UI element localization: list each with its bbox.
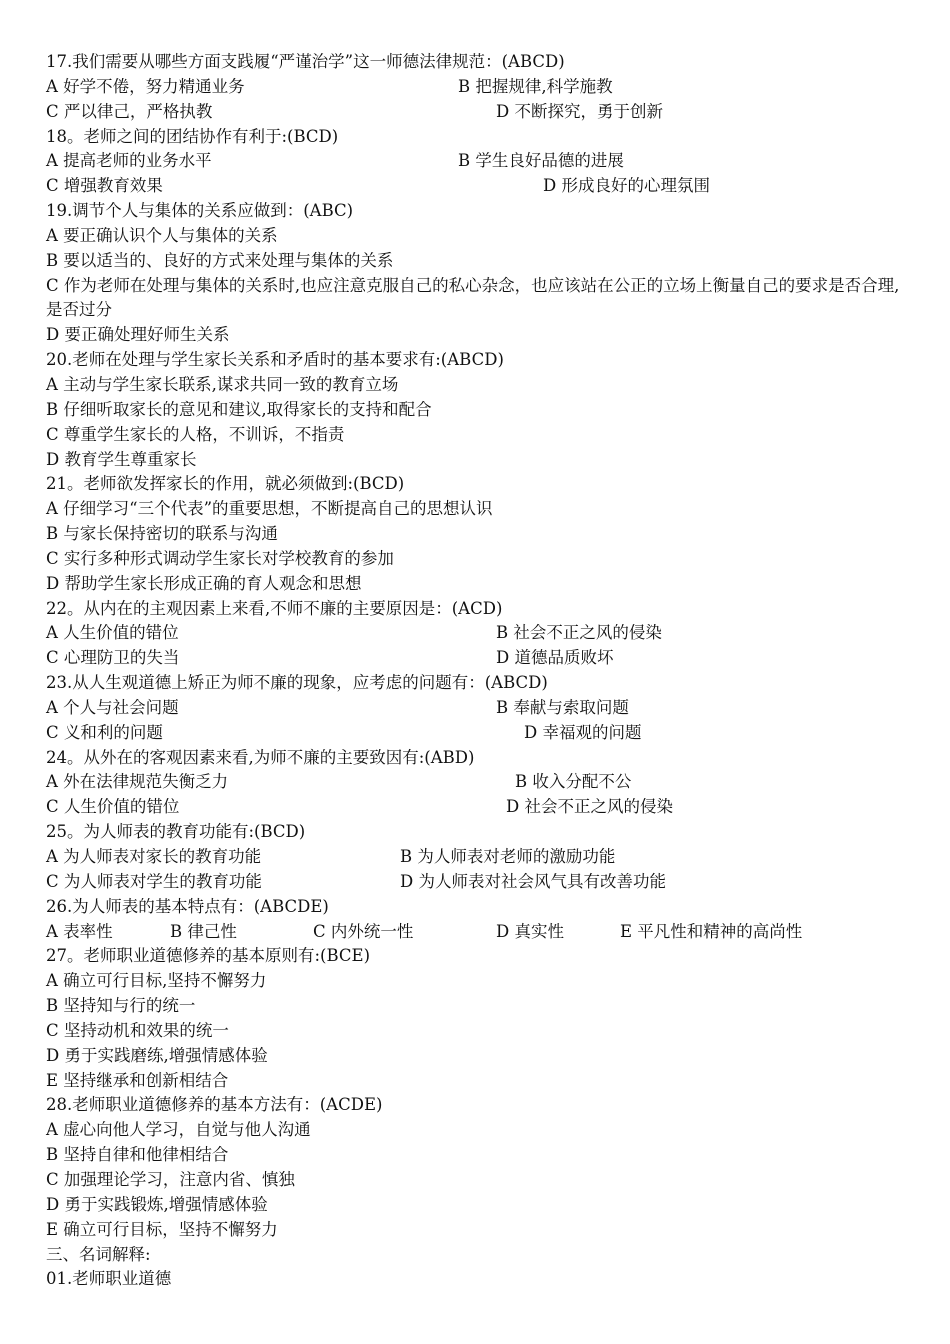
- question-text: 22。从内在的主观因素上来看,不师不廉的主要原因是：(ACD): [46, 598, 503, 618]
- option-row: [46, 845, 916, 870]
- option-b: B 仔细听取家长的意见和建议,取得家长的支持和配合: [46, 399, 432, 419]
- option-b: B 把握规律,科学施教: [458, 76, 613, 96]
- option-b: B 坚持知与行的统一: [46, 996, 196, 1016]
- option-row: [46, 274, 912, 324]
- option-row: [46, 224, 916, 249]
- option-row: [46, 497, 916, 522]
- option-d: D 形成良好的心理氛围: [543, 176, 710, 196]
- question-text: 23.从人生观道德上矫正为师不廉的现象，应考虑的问题有：(ABCD): [46, 673, 548, 693]
- option-d: D 勇于实践磨练,增强情感体验: [46, 1045, 268, 1065]
- option-e: E 平凡性和精神的高尚性: [620, 921, 803, 941]
- option-a: A 要正确认识个人与集体的关系: [46, 225, 278, 245]
- option-row: [46, 770, 916, 795]
- option-a: A 人生价值的错位: [46, 623, 179, 643]
- section-title: 三、名词解释:: [46, 1244, 151, 1264]
- option-d: D 勇于实践锻炼,增强情感体验: [46, 1194, 268, 1214]
- question-text: 25。为人师表的教育功能有:(BCD): [46, 822, 306, 842]
- option-e: E 确立可行目标，坚持不懈努力: [46, 1219, 278, 1239]
- option-c: C 人生价值的错位: [46, 797, 180, 817]
- option-d: D 为人师表对社会风气具有改善功能: [400, 871, 666, 891]
- option-row: [46, 547, 916, 572]
- option-b: B 奉献与索取问题: [496, 697, 629, 717]
- question-18: [46, 125, 916, 150]
- option-row: [46, 149, 916, 174]
- option-c: C 加强理论学习，注意内省、慎独: [46, 1169, 295, 1189]
- question-text: 18。老师之间的团结协作有利于:(BCD): [46, 126, 339, 146]
- question-20: [46, 348, 916, 373]
- question-25: [46, 820, 916, 845]
- option-row: [46, 1019, 916, 1044]
- option-row: [46, 621, 916, 646]
- option-b: B 学生良好品德的进展: [458, 151, 624, 171]
- option-c: C 为人师表对学生的教育功能: [46, 871, 262, 891]
- option-row: [46, 1069, 916, 1094]
- section-heading: [46, 1243, 916, 1268]
- option-d: D 不断探究，勇于创新: [496, 101, 663, 121]
- option-row: [46, 1118, 916, 1143]
- option-row: [46, 249, 916, 274]
- question-27: [46, 944, 916, 969]
- option-row: [46, 1143, 916, 1168]
- option-row: [46, 1168, 916, 1193]
- option-row: [46, 448, 916, 473]
- option-b: B 律己性: [170, 921, 237, 941]
- option-b: B 要以适当的、良好的方式来处理与集体的关系: [46, 250, 394, 270]
- question-26: [46, 895, 916, 920]
- option-d: D 社会不正之风的侵染: [506, 797, 673, 817]
- option-row: [46, 174, 916, 199]
- option-c: C 严以律己，严格执教: [46, 101, 213, 121]
- option-c: C 内外统一性: [313, 921, 414, 941]
- option-row: [46, 1193, 916, 1218]
- option-c: C 尊重学生家长的人格，不训诉，不指责: [46, 424, 345, 444]
- option-a: A 为人师表对家长的教育功能: [46, 847, 262, 866]
- option-d: D 教育学生尊重家长: [46, 449, 197, 469]
- question-17: [46, 50, 916, 75]
- question-text: 21。老师欲发挥家长的作用，就必须做到:(BCD): [46, 474, 405, 494]
- option-a: A 表率性: [46, 921, 113, 941]
- question-text: 20.老师在处理与学生家长关系和矛盾时的基本要求有:(ABCD): [46, 350, 504, 370]
- option-c: C 作为老师在处理与集体的关系时,也应注意克服自己的私心杂念，也应该站在公正的立场上衡量自己的要求是否合理,是否过分: [46, 275, 900, 320]
- term-item: [46, 1267, 916, 1292]
- question-24: [46, 746, 916, 771]
- question-19: [46, 199, 916, 224]
- option-c: C 坚持动机和效果的统一: [46, 1020, 229, 1040]
- option-row: [46, 100, 916, 125]
- option-row: [46, 646, 916, 671]
- option-row: [46, 522, 916, 547]
- option-b: B 社会不正之风的侵染: [496, 623, 662, 643]
- option-c: C 实行多种形式调动学生家长对学校教育的参加: [46, 548, 394, 568]
- option-row: [46, 696, 916, 721]
- option-a: A 好学不倦，努力精通业务: [46, 76, 245, 96]
- option-row: [46, 323, 916, 348]
- option-row: [46, 920, 916, 945]
- option-row: [46, 969, 916, 994]
- question-text: 28.老师职业道德修养的基本方法有：(ACDE): [46, 1095, 383, 1115]
- option-c: C 增强教育效果: [46, 176, 163, 196]
- option-a: A 个人与社会问题: [46, 697, 179, 717]
- option-d: D 要正确处理好师生关系: [46, 325, 230, 345]
- option-b: B 收入分配不公: [515, 772, 632, 792]
- option-row: [46, 795, 916, 820]
- question-22: [46, 597, 916, 622]
- option-a: A 虚心向他人学习，自觉与他人沟通: [46, 1120, 311, 1140]
- option-a: A 提高老师的业务水平: [46, 151, 212, 171]
- option-row: [46, 75, 916, 100]
- option-d: D 真实性: [496, 921, 564, 941]
- option-row: [46, 373, 916, 398]
- question-text: 27。老师职业道德修养的基本原则有:(BCE): [46, 946, 371, 966]
- question-28: [46, 1093, 916, 1118]
- option-row: [46, 1218, 916, 1243]
- term-text: 01.老师职业道德: [46, 1269, 172, 1289]
- option-row: [46, 398, 916, 423]
- option-row: [46, 994, 916, 1019]
- option-row: [46, 1044, 916, 1069]
- question-text: 24。从外在的客观因素来看,为师不廉的主要致因有:(ABD): [46, 747, 475, 767]
- option-row: [46, 572, 916, 597]
- option-d: D 帮助学生家长形成正确的育人观念和思想: [46, 573, 362, 593]
- question-23: [46, 671, 916, 696]
- option-a: A 确立可行目标,坚持不懈努力: [46, 971, 267, 991]
- question-text: 19.调节个人与集体的关系应做到：(ABC): [46, 201, 354, 221]
- option-row: [46, 870, 916, 895]
- option-row: [46, 423, 916, 448]
- option-c: C 义和利的问题: [46, 722, 163, 742]
- option-b: B 坚持自律和他律相结合: [46, 1145, 229, 1165]
- option-e: E 坚持继承和创新相结合: [46, 1070, 229, 1090]
- option-b: B 与家长保持密切的联系与沟通: [46, 524, 278, 544]
- option-a: A 外在法律规范失衡乏力: [46, 772, 229, 792]
- question-text: 26.为人师表的基本特点有：(ABCDE): [46, 896, 329, 916]
- question-text: 17.我们需要从哪些方面支践履“严谨治学”这一师德法律规范：(ABCD): [46, 52, 565, 71]
- option-row: [46, 721, 916, 746]
- document-page: [46, 50, 916, 1292]
- option-d: D 道德品质败坏: [496, 648, 614, 668]
- option-c: C 心理防卫的失当: [46, 648, 180, 668]
- option-a: A 仔细学习“三个代表”的重要思想，不断提高自己的思想认识: [46, 499, 493, 519]
- option-a: A 主动与学生家长联系,谋求共同一致的教育立场: [46, 374, 399, 394]
- option-b: B 为人师表对老师的激励功能: [400, 847, 616, 866]
- question-21: [46, 472, 916, 497]
- option-d: D 幸福观的问题: [524, 722, 642, 742]
